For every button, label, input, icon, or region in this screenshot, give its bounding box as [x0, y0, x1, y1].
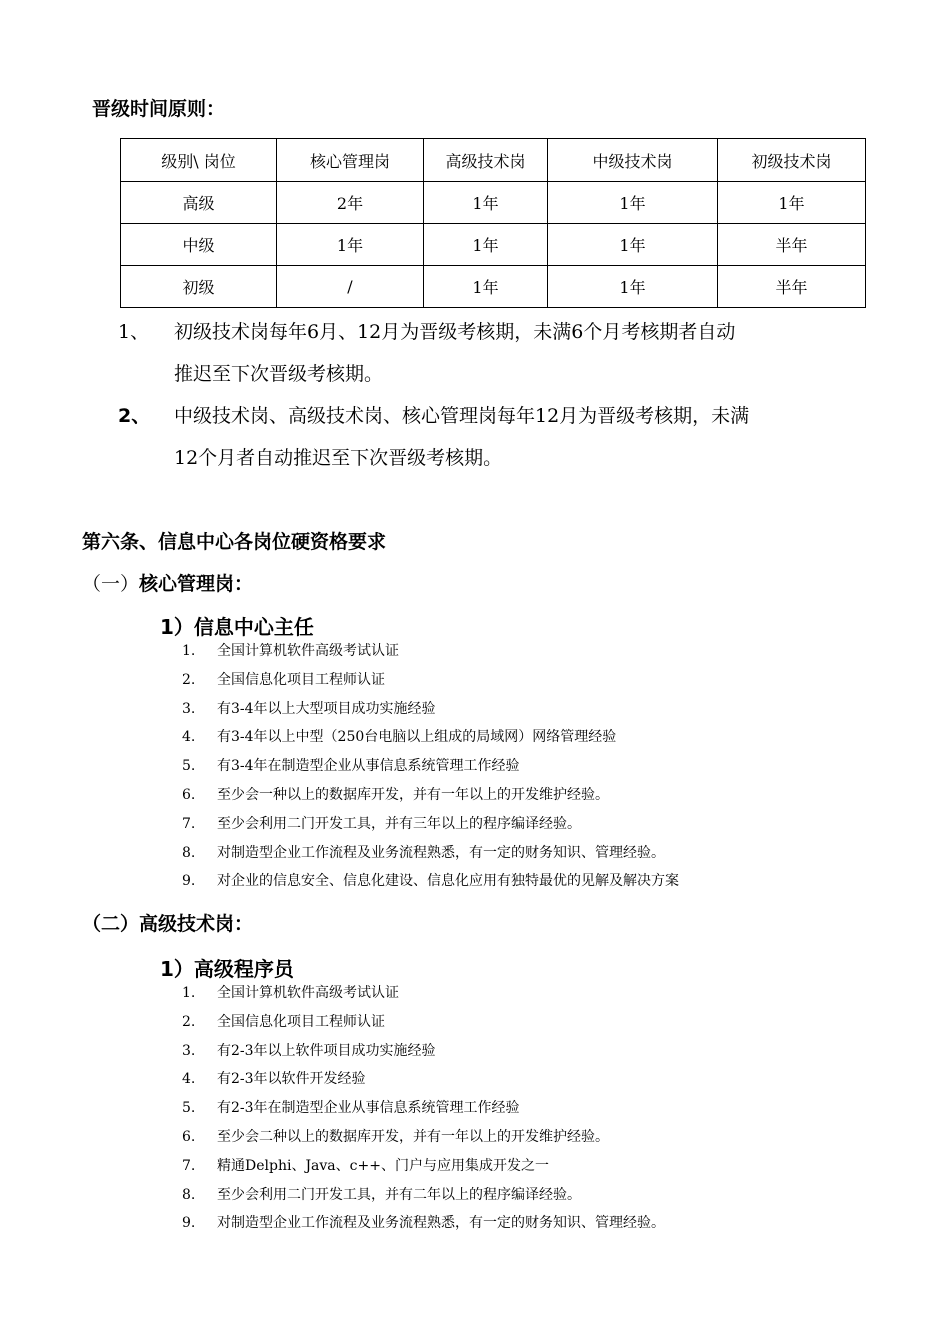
item-text: 全国计算机软件高级考试认证	[217, 643, 399, 659]
rule-line: 推迟至下次晋级考核期。	[174, 363, 384, 385]
item-number: 6.	[182, 786, 196, 803]
item-text: 对制造型企业工作流程及业务流程熟悉，有一定的财务知识、管理经验。	[217, 844, 665, 861]
rule-text	[174, 311, 864, 395]
item-number: 2.	[182, 671, 196, 688]
table-header-cell: 级别\ 岗位	[121, 139, 277, 182]
article-title: 第六条、信息中心各岗位硬资格要求	[82, 531, 387, 553]
rule-text	[174, 395, 864, 479]
promotion-heading: 晋级时间原则：	[92, 98, 226, 120]
role-heading-senior-programmer: 1）高级程序员	[160, 957, 294, 981]
item-number: 9.	[182, 1215, 196, 1232]
item-text: 至少会一种以上的数据库开发，并有一年以上的开发维护经验。	[217, 786, 609, 803]
item-number: 1.	[182, 985, 196, 1001]
table-cell: 1年	[424, 182, 548, 224]
table-cell: 1年	[548, 266, 718, 308]
table-header-row	[121, 139, 866, 182]
item-text: 有2-3年以软件开发经验	[217, 1071, 366, 1088]
rule-line: 中级技术岗、高级技术岗、核心管理岗每年12月为晋级考核期，未满	[174, 405, 750, 427]
item-text: 至少会二种以上的数据库开发，并有一年以上的开发维护经验。	[217, 1128, 609, 1145]
item-number: 5.	[182, 1100, 196, 1117]
item-number: 9.	[182, 873, 196, 890]
table-cell: 1年	[424, 224, 548, 266]
item-text: 有3-4年以上中型（250台电脑以上组成的局域网）网络管理经验	[217, 729, 617, 746]
rule-number: 1、	[118, 321, 150, 343]
table-header-cell: 初级技术岗	[718, 139, 866, 182]
item-text: 全国信息化项目工程师认证	[217, 1013, 385, 1030]
item-number: 6.	[182, 1128, 196, 1145]
section-number: （一）	[82, 573, 140, 595]
item-text: 对企业的信息安全、信息化建设、信息化应用有独特最优的见解及解决方案	[217, 873, 679, 890]
rule-number: 2、	[118, 405, 151, 427]
section-number: （二）	[82, 913, 140, 935]
table-cell: 1年	[548, 224, 718, 266]
table-cell: 1年	[548, 182, 718, 224]
item-number: 8.	[182, 1186, 196, 1203]
item-text: 有2-3年在制造型企业从事信息系统管理工作经验	[217, 1100, 520, 1117]
item-number: 8.	[182, 844, 196, 861]
item-text: 精通Delphi、Java、c++、门户与应用集成开发之一	[217, 1157, 549, 1174]
section-heading-senior-technical	[82, 909, 253, 936]
table-header-cell: 核心管理岗	[277, 139, 424, 182]
table-cell: 半年	[718, 266, 866, 308]
role-heading-director: 1）信息中心主任	[160, 615, 314, 639]
item-number: 1.	[182, 643, 196, 659]
rule-line: 初级技术岗每年6月、12月为晋级考核期，未满6个月考核期者自动	[174, 321, 736, 343]
item-text: 有3-4年在制造型企业从事信息系统管理工作经验	[217, 758, 520, 775]
item-text: 至少会利用二门开发工具，并有二年以上的程序编译经验。	[217, 1186, 581, 1203]
promotion-table	[120, 138, 866, 308]
table-cell: 1年	[424, 266, 548, 308]
item-text: 至少会利用二门开发工具，并有三年以上的程序编译经验。	[217, 815, 581, 832]
table-row	[121, 224, 866, 266]
table-cell: 高级	[121, 182, 277, 224]
item-text: 全国信息化项目工程师认证	[217, 671, 385, 688]
table-cell: /	[277, 266, 424, 308]
table-header-cell: 高级技术岗	[424, 139, 548, 182]
item-text: 对制造型企业工作流程及业务流程熟悉，有一定的财务知识、管理经验。	[217, 1215, 665, 1232]
section-title: 核心管理岗：	[139, 573, 254, 595]
item-text: 全国计算机软件高级考试认证	[217, 985, 399, 1001]
table-cell: 半年	[718, 224, 866, 266]
table-cell: 2年	[277, 182, 424, 224]
item-number: 3.	[182, 1042, 196, 1059]
item-number: 4.	[182, 729, 196, 746]
section-heading-core-management	[82, 569, 253, 596]
item-number: 3.	[182, 700, 196, 717]
item-number: 7.	[182, 1157, 196, 1174]
section-title: 高级技术岗：	[139, 913, 254, 935]
item-number: 4.	[182, 1071, 196, 1088]
item-number: 5.	[182, 758, 196, 775]
table-cell: 1年	[277, 224, 424, 266]
table-header-cell: 中级技术岗	[548, 139, 718, 182]
table-cell: 中级	[121, 224, 277, 266]
item-text: 有3-4年以上大型项目成功实施经验	[217, 700, 436, 717]
table-cell: 初级	[121, 266, 277, 308]
table-row	[121, 266, 866, 308]
item-number: 7.	[182, 815, 196, 832]
table-cell: 1年	[718, 182, 866, 224]
rule-line: 12个月者自动推迟至下次晋级考核期。	[174, 447, 503, 469]
item-number: 2.	[182, 1013, 196, 1030]
table-row	[121, 182, 866, 224]
item-text: 有2-3年以上软件项目成功实施经验	[217, 1042, 436, 1059]
